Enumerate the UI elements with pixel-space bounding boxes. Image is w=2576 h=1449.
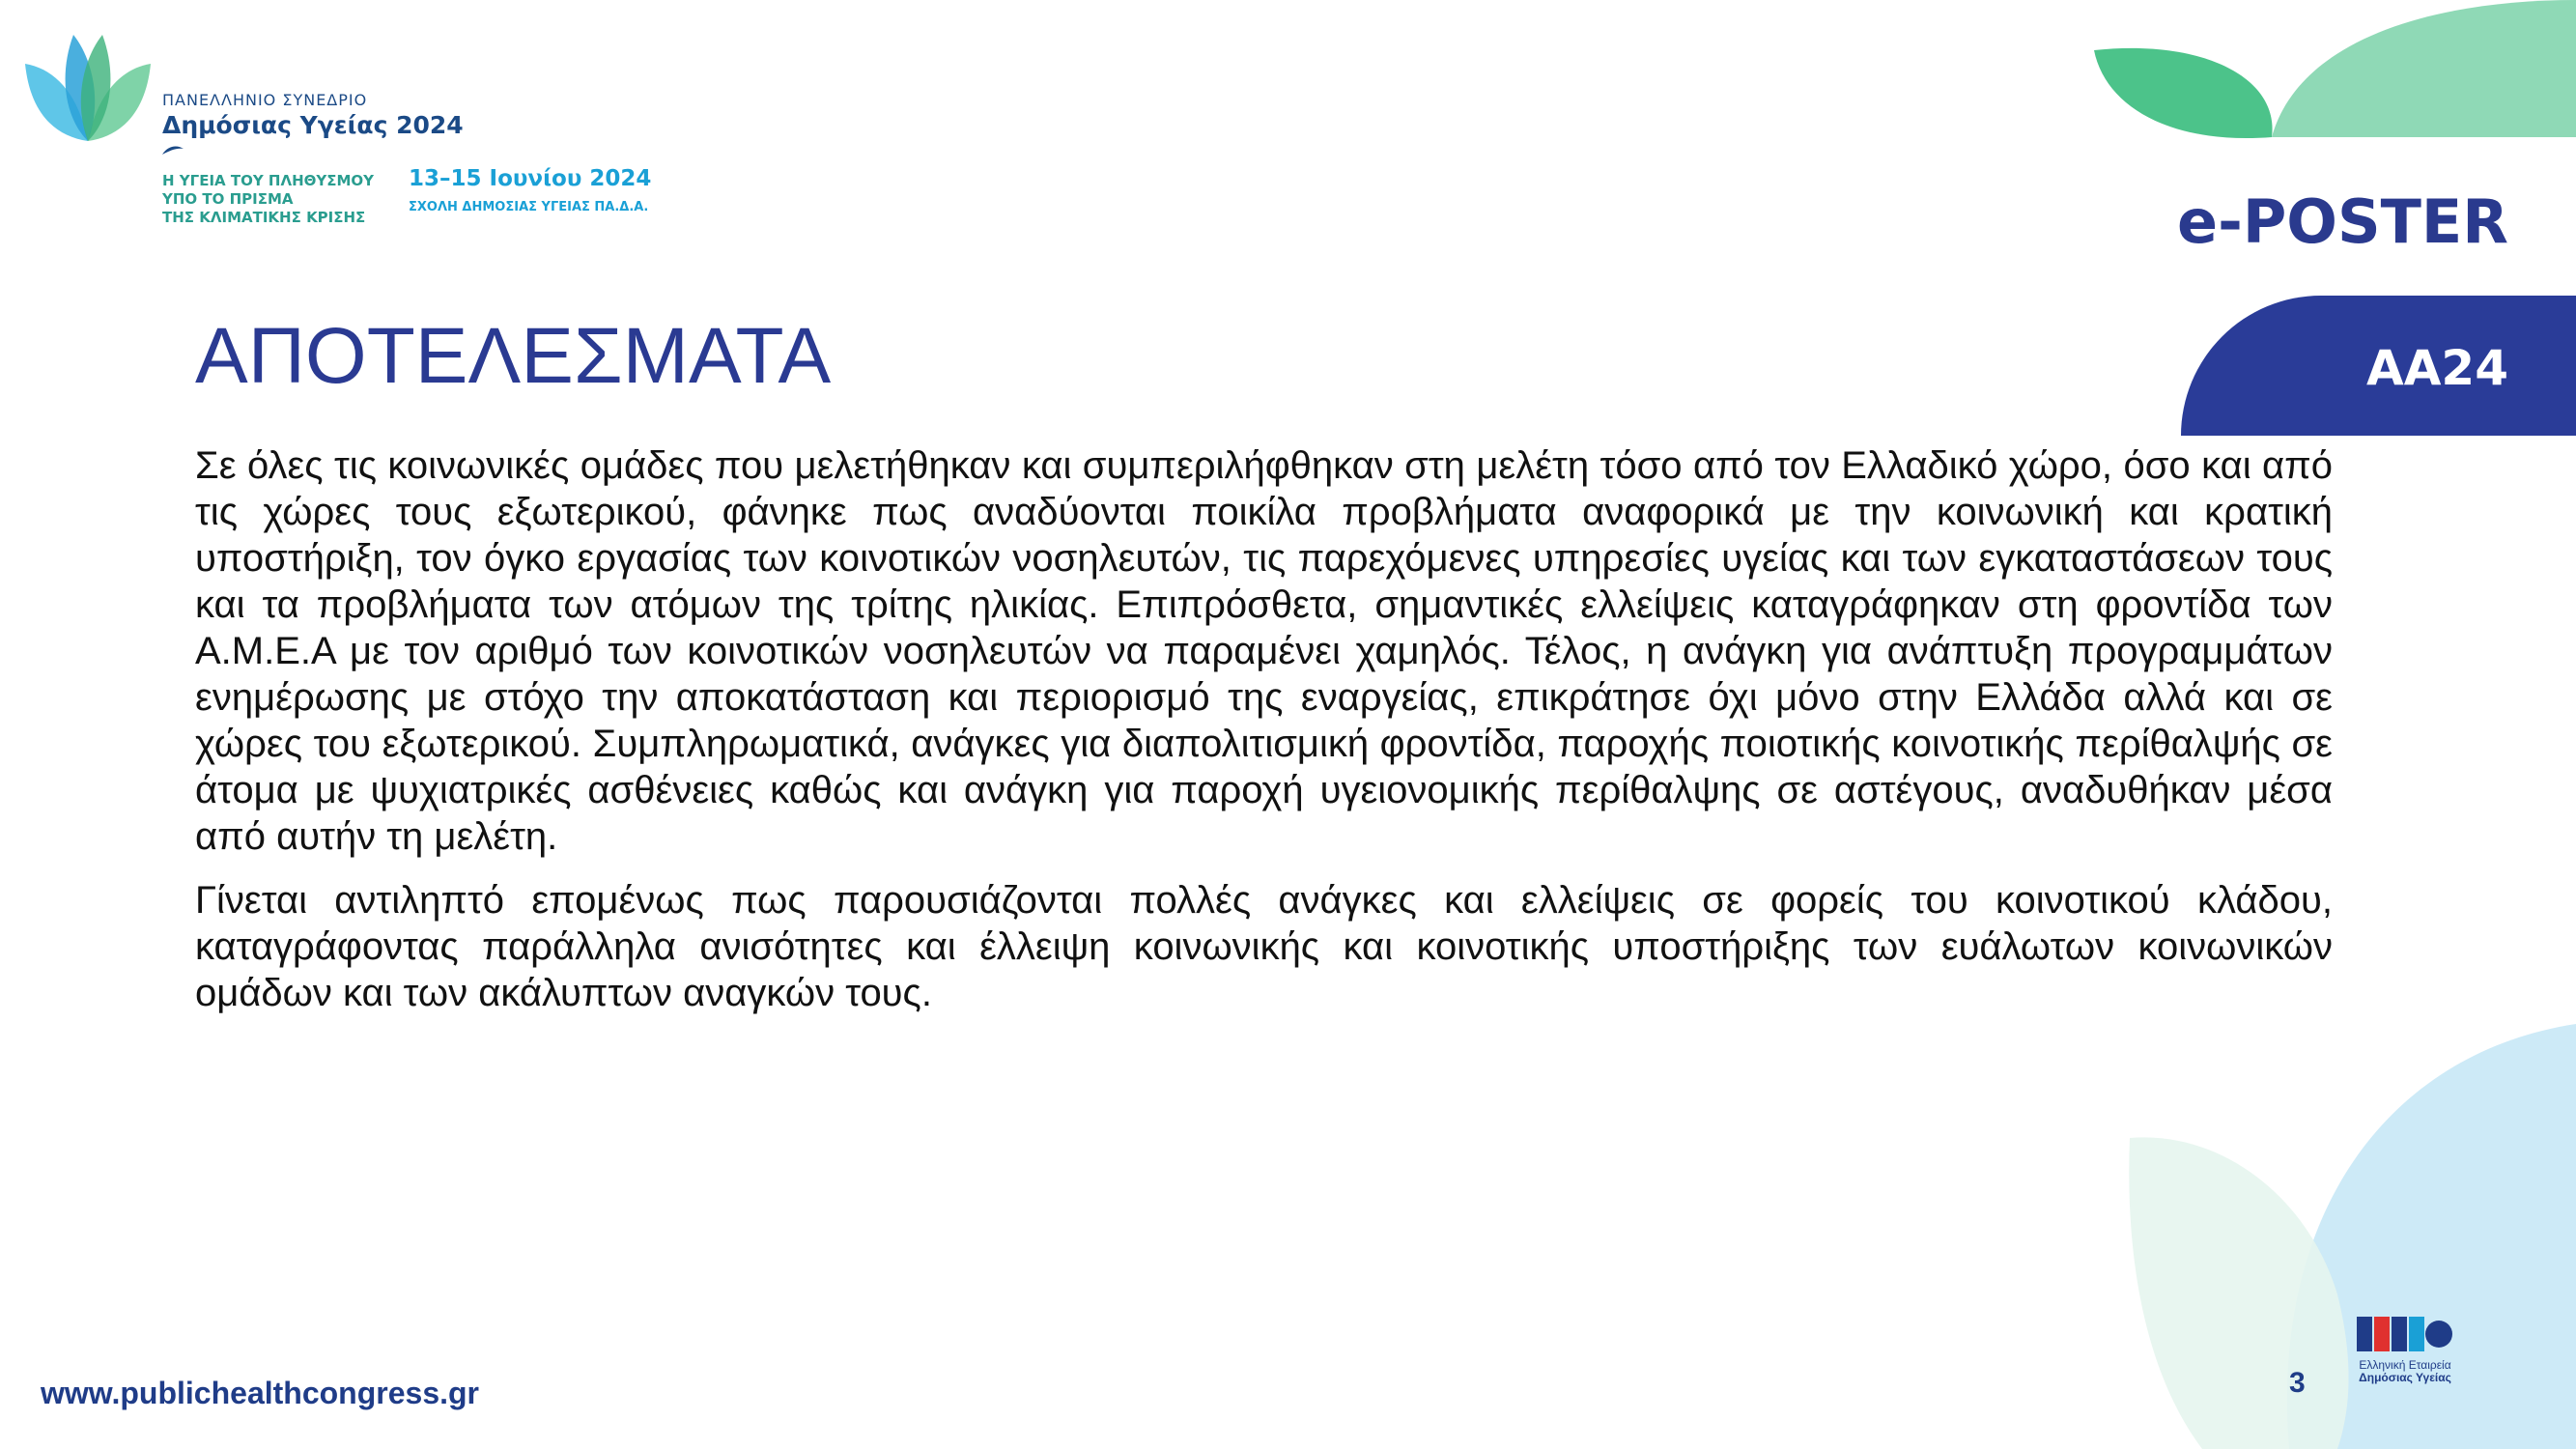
- leaf-pale-green-bottom: [2129, 1137, 2348, 1449]
- paragraph: Σε όλες τις κοινωνικές ομάδες που μελετήθηκαν και συμπεριλήφθηκαν στη μελέτη τόσο από τον Ελλαδικό χώρο, όσο και από τις χώρες τους εξωτερικού, φάνηκε πως αναδύονται ποικίλα προβλήματα αναφορικά με την κοινωνική και κρατική υποστήριξη, τον όγκο εργασίας των κοινοτικών νοσηλευτών, τις παρεχόμενες υπηρεσίες υγείας και των εγκαταστάσεων τους και τα προβλήματα των ατόμων της τρίτης ηλικίας. Επιπρόσθετα, σημαντικές ελλείψεις καταγράφηκαν στη φροντίδα των Α.Μ.Ε.Α με τον αριθμό των κοινοτικών νοσηλευτών να παραμένει χαμηλός. Τέλος, η ανάγκη για ανάπτυξη προγραμμάτων ενημέρωσης με στόχο την αποκατάσταση και περιορισμό της εναργείας, επικράτησε όχι μόνο στην Ελλάδα αλλά και σε χώρες του εξωτερικού. Συμπληρωματικά, ανάγκες για διαπολιτισμική φροντίδα, παροχής ποιοτικής κοινοτικής περίθαλψής σε άτομα με ψυχιατρικές ασθένειες καθώς και ανάγκη για παροχή υγειονομικής περίθαλψης σε αστέγους, αναδυθήκαν μέσα από αυτήν τη μελέτη.: [195, 444, 2333, 858]
- society-name: [2345, 1359, 2465, 1384]
- page-number: 3: [2289, 1367, 2306, 1399]
- society-line: Ελληνική Εταιρεία: [2359, 1358, 2451, 1372]
- paragraph: Γίνεται αντιληπτό επομένως πως παρουσιάζονται πολλές ανάγκες και ελλείψεις σε φορείς του κοινοτικού κλάδου, καταγράφοντας παράλληλα ανισότητες και έλλειψη κοινωνικής και κοινοτικής υποστήριξης των ευάλωτων κοινωνικών ομάδων και των ακάλυπτων αναγκών τους.: [195, 879, 2333, 1014]
- section-title: ΑΠΟΤΕΛΕΣΜΑΤΑ: [195, 312, 832, 400]
- conference-subtitle: ΠΑΝΕΛΛΗΝΙΟ ΣΥΝΕΔΡΙΟ: [162, 91, 368, 109]
- results-body: [195, 442, 2333, 1034]
- website-link[interactable]: www.publichealthcongress.gr: [41, 1376, 479, 1410]
- theme-line: ΥΠΟ ΤΟ ΠΡΙΣΜΑ: [162, 190, 294, 208]
- theme-line: Η ΥΓΕΙΑ ΤΟΥ ΠΛΗΘΥΣΜΟΥ: [162, 172, 375, 189]
- conference-theme: [162, 172, 374, 227]
- conference-dates: 13–15 Ιουνίου 2024: [409, 166, 652, 191]
- eposter-label: e-POSTER: [2177, 186, 2508, 257]
- swoosh-icon: [162, 145, 184, 156]
- conference-name: Δημόσιας Υγείας 2024: [162, 111, 464, 139]
- theme-line: ΤΗΣ ΚΛΙΜΑΤΙΚΗΣ ΚΡΙΣΗΣ: [162, 209, 366, 226]
- conference-logo-icon: [25, 25, 151, 151]
- society-line: Δημόσιας Υγείας: [2359, 1371, 2451, 1384]
- poster-code: ΑΑ24: [2366, 340, 2508, 396]
- conference-venue: ΣΧΟΛΗ ΔΗΜΟΣΙΑΣ ΥΓΕΙΑΣ ΠΑ.Δ.Α.: [409, 200, 649, 214]
- leaf-green-top: [2094, 48, 2273, 138]
- leaf-light-green-top: [2272, 0, 2576, 137]
